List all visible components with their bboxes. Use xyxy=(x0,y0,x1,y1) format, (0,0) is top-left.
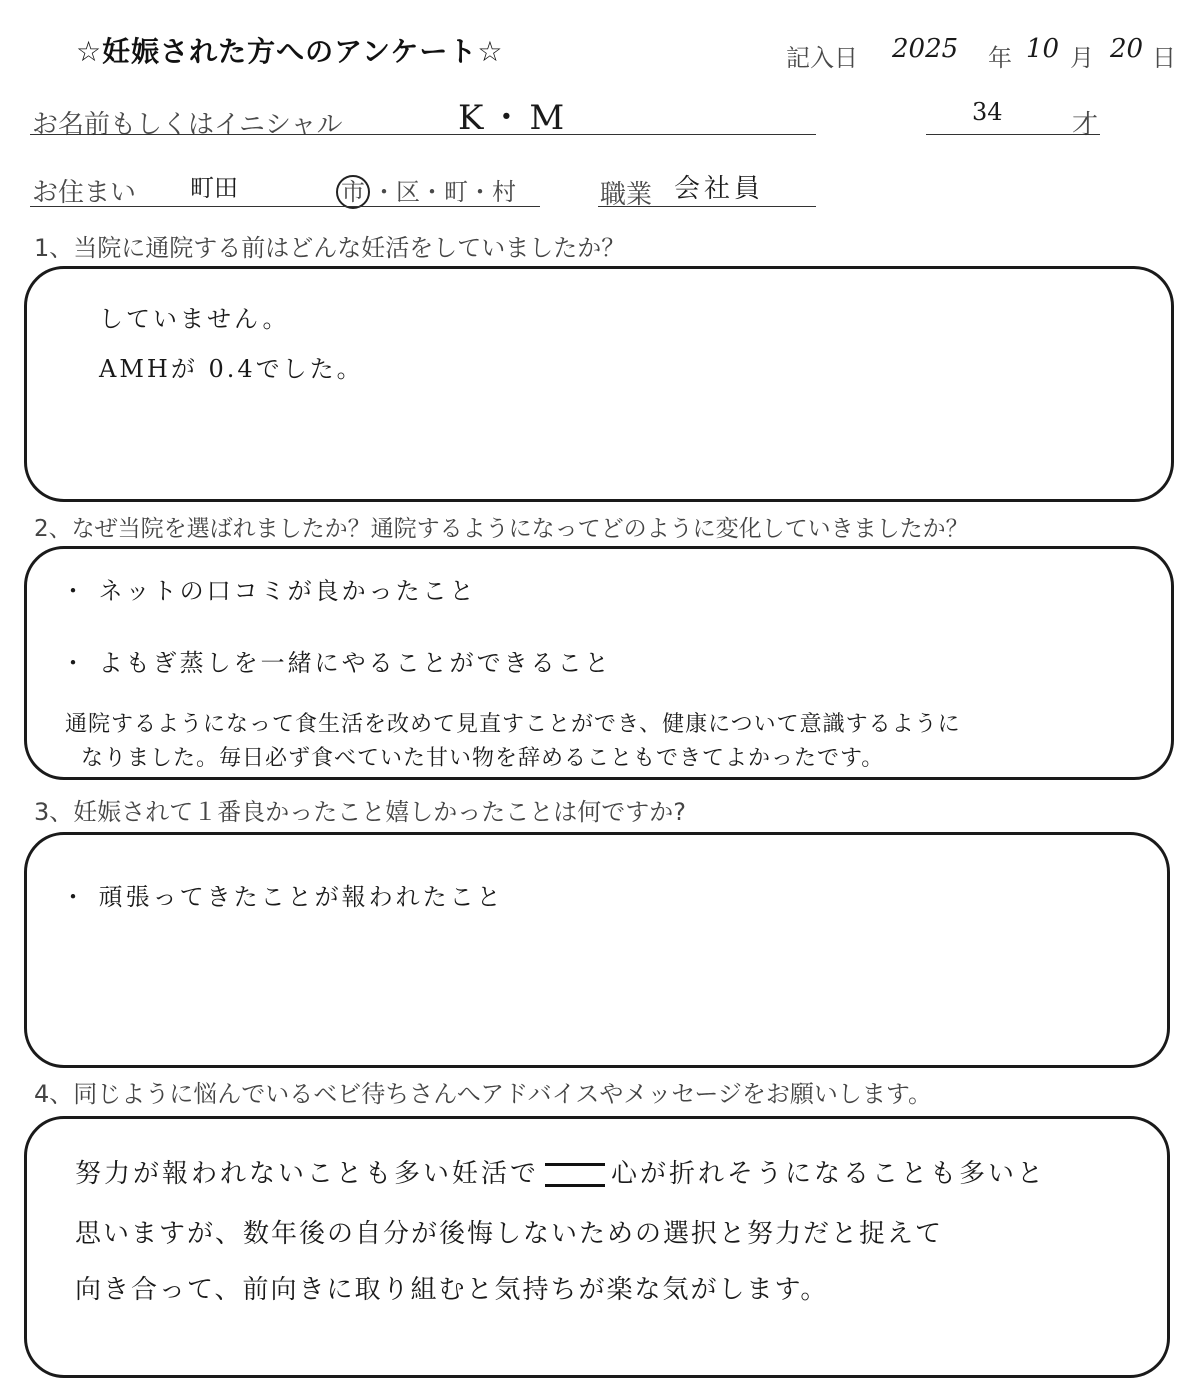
date-day: 20 xyxy=(1110,34,1144,64)
answer-box-4 xyxy=(24,1116,1170,1378)
answer-4-line-1 xyxy=(75,1153,1046,1190)
answer-4-line-3: 向き合って、前向きに取り組むと気持ちが楽な気がします。 xyxy=(75,1275,829,1305)
answer-3-line-1: ・ 頑張ってきたことが報われたこと xyxy=(61,883,504,911)
answer-1-line-2: AMHが 0.4でした。 xyxy=(99,355,364,383)
name-label: お名前もしくはイニシャル xyxy=(32,110,343,140)
answer-box-1 xyxy=(24,266,1174,502)
question-1-label: 1、当院に通院する前はどんな妊活をしていましたか？ xyxy=(34,234,626,262)
date-month: 10 xyxy=(1026,34,1060,64)
age-unit: 才 xyxy=(1072,110,1099,140)
question-2-label: 2、なぜ当院を選ばれましたか？通院するようになってどのように変化していきましたか？ xyxy=(34,516,969,542)
age-underline xyxy=(926,134,1100,135)
date-year: 2025 xyxy=(892,34,959,64)
occupation-underline xyxy=(598,206,816,207)
answer-1-line-1: していません。 xyxy=(99,305,290,333)
question-4-label: 4、同じように悩んでいるベビ待ちさんへアドバイスやメッセージをお願いします。 xyxy=(34,1080,932,1108)
answer-4-line-1a: 努力が報われないことも多い妊活で xyxy=(75,1159,540,1189)
age-value: 34 xyxy=(972,98,1003,126)
answer-2-line-1: ・ ネットの口コミが良かったこと xyxy=(61,577,477,605)
occupation-value: 会社員 xyxy=(674,174,765,204)
occupation-label: 職業 xyxy=(600,180,653,210)
date-month-unit: 月 xyxy=(1070,44,1094,72)
date-day-unit: 日 xyxy=(1152,44,1176,72)
address-underline xyxy=(30,206,540,207)
address-value: 町田 xyxy=(190,174,238,202)
name-value: K・M xyxy=(458,98,571,138)
date-label: 記入日 xyxy=(786,44,858,72)
address-label: お住まい xyxy=(32,178,137,208)
address-city-circled: 市 xyxy=(336,175,370,209)
answer-2-line-3: 通院するようになって食生活を改めて見直すことができ、健康について意識するように xyxy=(65,712,961,737)
answer-2-line-2: ・ よもぎ蒸しを一緒にやることができること xyxy=(61,649,612,677)
answer-4-line-2: 思いますが、数年後の自分が後悔しないための選択と努力だと捉えて xyxy=(75,1219,944,1249)
answer-box-3 xyxy=(24,832,1170,1068)
crossed-out-scribble xyxy=(545,1163,605,1187)
answer-4-line-1b: 心が折れそうになることも多いと xyxy=(611,1159,1047,1189)
answer-2-line-4: なりました。毎日必ず食べていた甘い物を辞めることもできてよかったです。 xyxy=(81,746,885,771)
address-type xyxy=(336,172,516,209)
date-year-unit: 年 xyxy=(988,44,1012,72)
answer-box-2 xyxy=(24,546,1174,780)
question-3-label: 3、妊娠されて１番良かったこと嬉しかったことは何ですか? xyxy=(34,798,687,826)
address-type-rest: ・区・町・村 xyxy=(372,178,516,206)
name-underline xyxy=(30,134,816,135)
survey-title: ☆妊娠された方へのアンケート☆ xyxy=(76,35,504,68)
